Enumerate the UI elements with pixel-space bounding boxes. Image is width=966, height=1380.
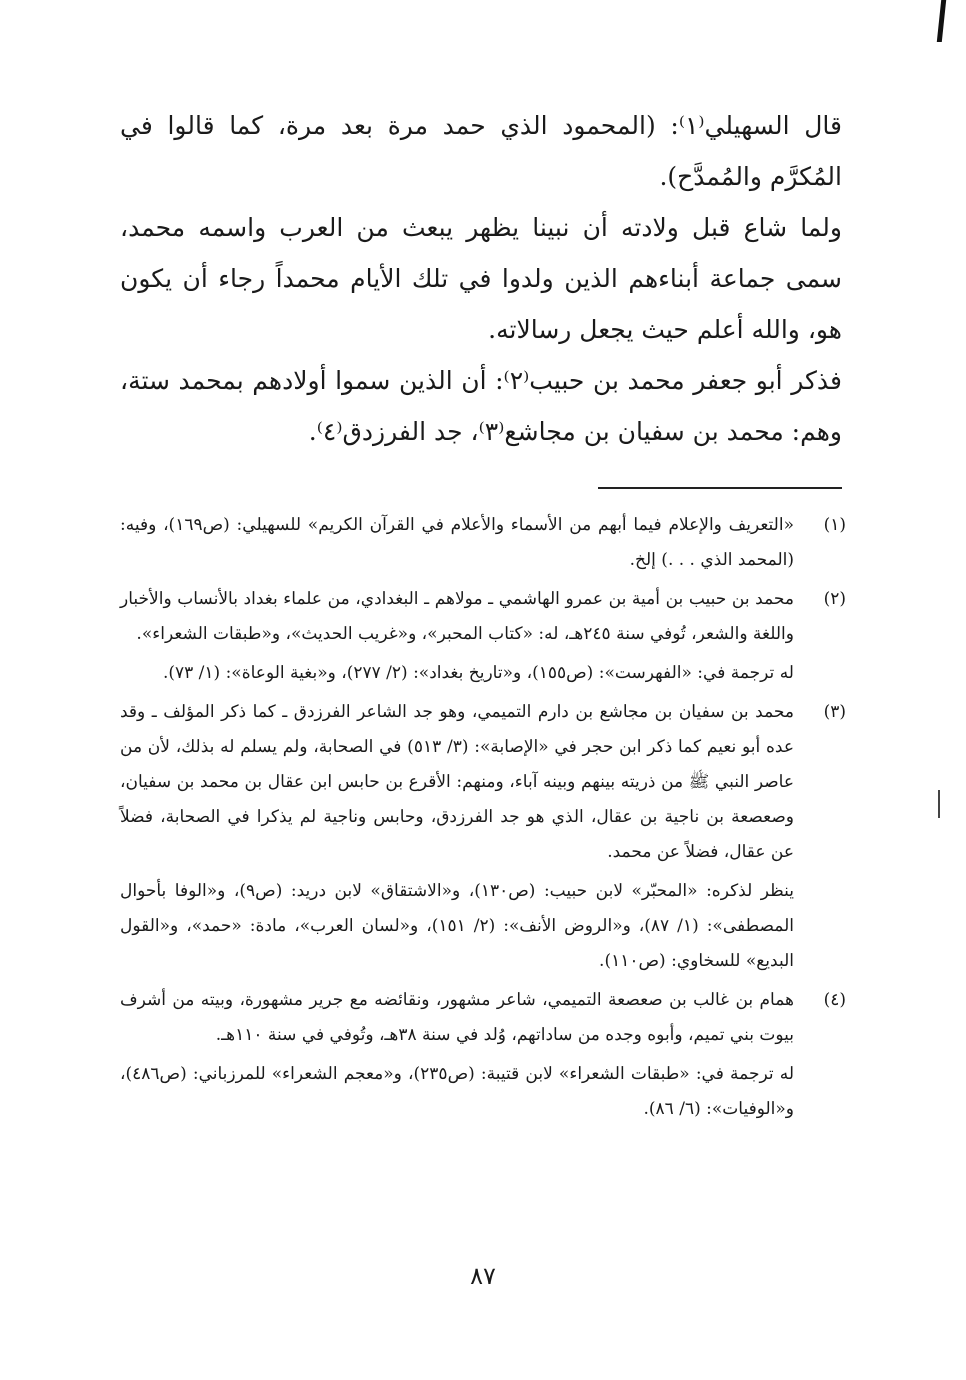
footnote-body [120,508,794,578]
page-edge-mark [937,0,946,42]
page-number: ٨٧ [470,1262,496,1290]
footnote-4 [120,983,846,1127]
footnotes [120,508,846,1131]
footnote-number: (٣) [823,702,846,722]
main-text [120,100,842,457]
footnote-2 [120,582,846,691]
main-paragraph-1: قال السهيلي⁽١⁾: (المحمود الذي حمد مرة بعد مرة، كما قالوا في المُكرَّم والمُمدَّح). [120,111,843,191]
footnote-body [120,582,794,691]
footnote-number: (١) [823,515,846,535]
footnote-text: همام بن غالب بن صعصعة التميمي، شاعر مشهور، ونقائضه مع جرير مشهورة، وبيته من أشرف بيوت بني تميم، وأبوه وجده من ساداتهم، وُلد في سنة ٣٨هـ، وتُوفي في سنة ١١٠هـ. [120,990,794,1045]
footnote-divider [598,487,842,489]
footnote-number: (٢) [823,589,846,609]
footnote-text: «التعريف والإعلام فيما أبهم من الأسماء والأعلام في القرآن الكريم» للسهيلي: (ص١٦٩)، وفيه: (المحمد الذي . . .) إلخ. [120,515,794,570]
footnote-number: (٤) [823,990,846,1010]
footnote-text: محمد بن حبيب بن أمية بن عمرو الهاشمي ـ مولاهم ـ البغدادي، من علماء بغداد بالأنساب والأخبار واللغة والشعر، تُوفي سنة ٢٤٥هـ، له: «كتاب المحبر»، و«غريب الحديث»، و«طبقات الشعراء». [120,589,794,644]
footnote-reference: له ترجمة في: «طبقات الشعراء» لابن قتيبة: (ص٢٣٥)، و«معجم الشعراء» للمرزباني: (ص٤٨٦)، و«الوفيات»: (٦/ ٨٦). [120,1064,795,1119]
footnote-body [120,983,794,1127]
footnote-3 [120,695,846,979]
footnote-text: محمد بن سفيان بن مجاشع بن دارم التميمي، وهو جد الشاعر الفرزدق ـ كما ذكر المؤلف ـ وقد عده أبو نعيم كما ذكر ابن حجر في «الإصابة»: (٣/ ٥١٣) في الصحابة، ولم يسلم له بذلك، لأن من عاصر النبي ﷺ من ذريته بينهم وبينه آباء، ومنهم: الأقرع بن حابس ابن عقال بن محمد بن سفيان، وصعصعة بن ناجية بن عقال، الذي هو جد الفرزدق، وحابس وناجية لم يذكرا في الصحابة، فضلاً عن عقال، فضلاً عن محمد. [120,702,794,862]
footnote-body [120,695,794,979]
margin-mark [938,790,940,818]
main-paragraph-2: ولما شاع قبل ولادته أن نبينا يظهر يبعث من العرب واسمه محمد، سمى جماعة أبناءهم الذين ولدوا في تلك الأيام محمداً رجاء أن يكون هو، والله أعلم حيث يجعل رسالاته. [120,213,842,344]
footnote-1 [120,508,846,578]
footnote-reference: له ترجمة في: «الفهرست»: (ص١٥٥)، و«تاريخ بغداد»: (٢/ ٢٧٧)، و«بغية الوعاة»: (١/ ٧٣). [162,663,794,683]
main-paragraph-3: فذكر أبو جعفر محمد بن حبيب⁽٢⁾: أن الذين سموا أولادهم بمحمد ستة، وهم: محمد بن سفيان بن مجاشع⁽٣⁾، جد الفرزدق⁽٤⁾. [120,366,842,446]
footnote-reference: ينظر لذكره: «المحبّر» لابن حبيب: (ص١٣٠)، و«الاشتقاق» لابن دريد: (ص٩)، و«الوفا بأحوال المصطفى»: (١/ ٨٧)، و«الروض الأنف»: (٢/ ١٥١)، و«لسان العرب»، مادة: «حمد»، و«القول البديع» للسخاوي: (ص١١٠). [120,881,795,971]
